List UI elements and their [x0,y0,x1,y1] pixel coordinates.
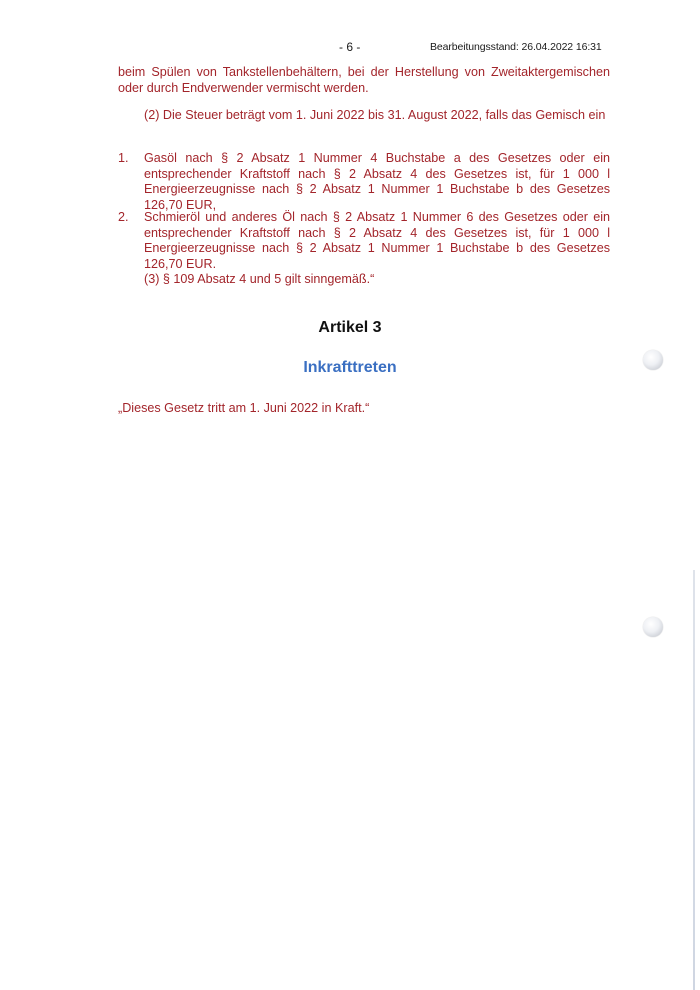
punch-hole-icon [643,350,663,370]
list-item-text: Gasöl nach § 2 Absatz 1 Nummer 4 Buchstabe a des Gesetzes oder ein entsprechender Kraftstoff nach § 2 Absatz 4 des Gesetzes ist, für 1 000 l Energieerzeugnisse nach § 2 Absatz 1 Nummer 1 Buchstabe b des Gesetzes 126,70 EUR, [144,151,610,212]
edit-status: Bearbeitungsstand: 26.04.2022 16:31 [430,41,602,53]
list-item-text: Schmieröl und anderes Öl nach § 2 Absatz 1 Nummer 6 des Gesetzes oder ein entsprechender Kraftstoff nach § 2 Absatz 4 des Gesetzes ist, für 1 000 l Energieerzeugnisse nach § 2 Absatz 1 Nummer 1 Buchstabe b des Gesetzes 126,70 EUR. [144,210,610,271]
page-number: - 6 - [339,40,361,54]
page-edge-divider [693,570,695,990]
article-title: Artikel 3 [318,319,382,336]
paragraph-2-text: (2) Die Steuer beträgt vom 1. Juni 2022 bis 31. August 2022, falls das Gemisch ein [144,108,606,122]
page-header [0,40,700,56]
paragraph-3: (3) § 109 Absatz 4 und 5 gilt sinngemäß.“ [144,272,375,286]
list-item [118,210,610,272]
punch-hole-icon [643,617,663,637]
paragraph-2 [118,108,610,124]
section-heading: Inkrafttreten [303,359,397,376]
article-text: „Dieses Gesetz tritt am 1. Juni 2022 in Kraft.“ [118,401,370,415]
list-item [118,151,610,213]
list-item-number: 1. [118,151,129,165]
intro-paragraph: beim Spülen von Tankstellenbehältern, bei der Herstellung von Zweitaktergemischen oder durch Endverwender vermischt werden. [118,65,610,95]
list-item-number: 2. [118,210,129,224]
